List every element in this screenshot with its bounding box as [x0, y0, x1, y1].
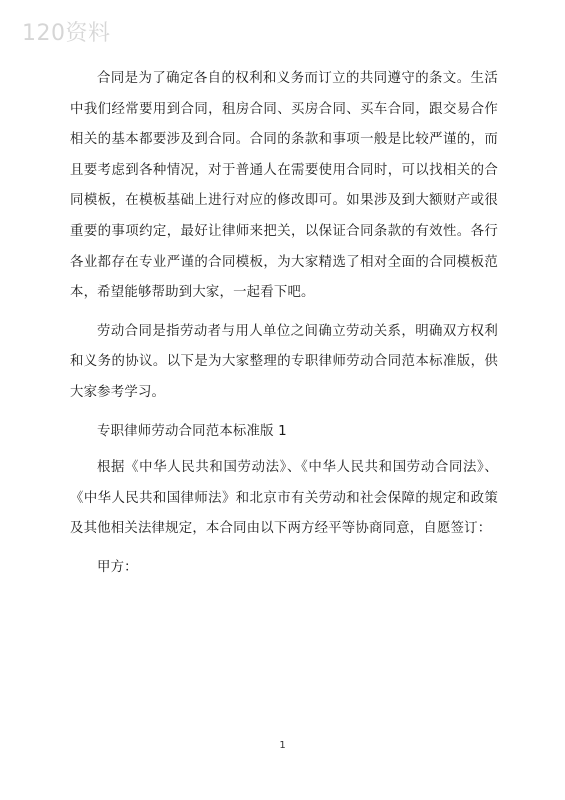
- legal-basis-paragraph: 根据《中华人民共和国劳动法》、《中华人民共和国劳动合同法》、《中华人民共和国律师法》和北京市有关劳动和社会保障的规定和政策及其他相关法律规定，本合同由以下两方经平等协商同意，自愿签订：: [70, 460, 498, 537]
- party-a-label: 甲方：: [97, 559, 138, 575]
- watermark-logo: 120资料: [22, 21, 111, 46]
- document-body: [70, 64, 498, 592]
- intro-paragraph: 合同是为了确定各自的权利和义务而订立的共同遵守的条文。生活中我们经常要用到合同，租房合同、买房合同、买车合同，跟交易合作相关的基本都要涉及到合同。合同的条款和事项一般是比较严谨的，而且要考虑到各种情况，对于普通人在需要使用合同时，可以找相关的合同模板，在模板基础上进行对应的修改即可。如果涉及到大额财产或很重要的事项约定，最好让律师来把关，以保证合同条款的有效性。各行各业都存在专业严谨的合同模板，为大家精选了相对全面的合同模板范本，希望能够帮助到大家，一起看下吧。: [70, 71, 498, 301]
- definition-paragraph: 劳动合同是指劳动者与用人单位之间确立劳动关系，明确双方权利和义务的协议。以下是为大家整理的专职律师劳动合同范本标准版，供大家参考学习。: [70, 323, 498, 400]
- section-title: 专职律师劳动合同范本标准版 1: [97, 423, 287, 439]
- page-number: 1: [279, 740, 286, 751]
